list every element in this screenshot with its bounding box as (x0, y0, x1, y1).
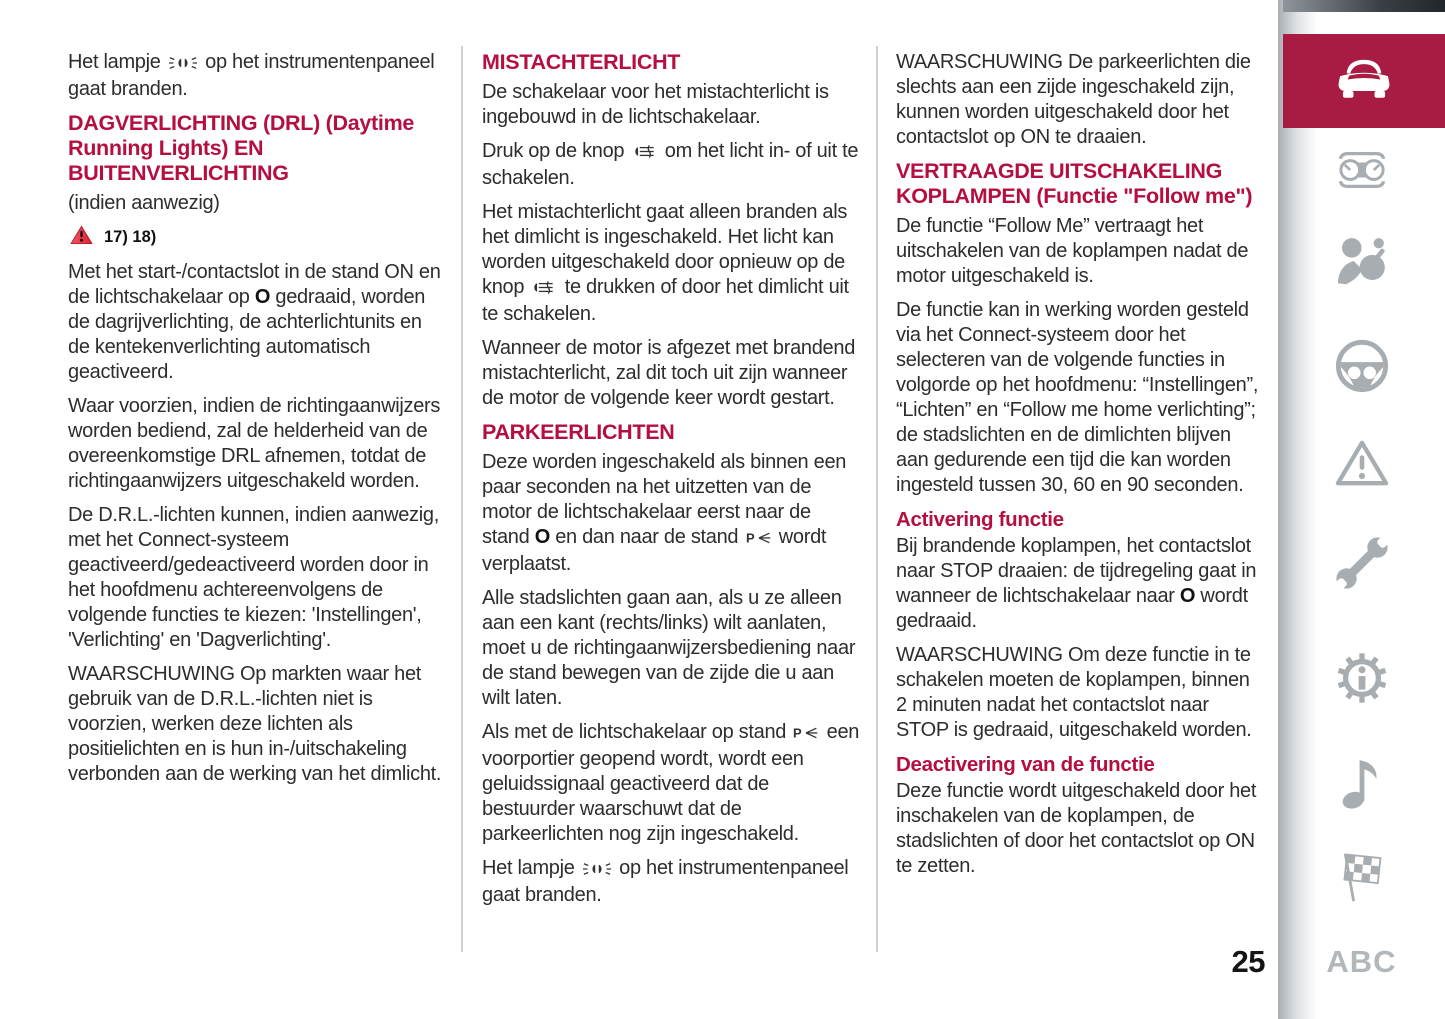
body-paragraph: Druk op de knop om het licht in- of uit te schakelen. (482, 140, 859, 189)
body-paragraph: WAARSCHUWING Om deze functie in te schakelen moeten de koplampen, binnen 2 minuten nadat het contactslot naar STOP is gedraaid, uitgeschakeld worden. (896, 644, 1252, 741)
gear-info-icon (1333, 649, 1391, 712)
body-paragraph: Wanneer de motor is afgezet met brandend mistachterlicht, zal dit toch uit zijn wanneer de motor de volgende keer wordt gestart. (482, 337, 856, 409)
section-heading: VERTRAAGDE UITSCHAKELING KOPLAMPEN (Functie "Follow me") (896, 159, 1253, 208)
parking-position-symbol-icon (793, 722, 819, 747)
sidebar-tab-safety-airbag[interactable] (1278, 224, 1445, 300)
warning-triangle-icon (70, 225, 93, 250)
airbag-icon (1333, 233, 1391, 292)
body-paragraph: Deze functie wordt uitgeschakeld door het inschakelen van de koplampen, de stadslichten of door het contactslot op ON te zetten. (896, 780, 1257, 877)
body-paragraph: De functie kan in werking worden gesteld via het Connect-systeem door het selecteren van de volgende functies in volgorde op het hoofdmenu: “Instellingen”, “Lichten” en “Follow me home verlichting”; de stadslichten en de dimlichten blijven aan gedurende een tijd die kan worden ingesteld tussen 30, 60 en 90 seconden. (896, 299, 1259, 496)
warning-triangle-icon (1334, 438, 1390, 493)
column-divider (461, 46, 463, 952)
body-paragraph: Het lampje op het instrumentenpaneel gaat branden. (68, 51, 435, 100)
sidebar-tab-emergency[interactable] (1278, 427, 1445, 503)
content-column-3 (896, 50, 1264, 888)
body-paragraph: Met het start-/contactslot in de stand ON en de lichtschakelaar op O gedraaid, worden de dagrijverlichting, de achterlichtunits en de kentekenverlichting automatisch geactiveerd. (68, 261, 441, 383)
wrench-icon (1334, 535, 1390, 596)
body-paragraph: De D.R.L.-lichten kunnen, indien aanwezig, met het Connect-systeem geactiveerd/gedeactiveerd worden door in het hoofdmenu achtereenvolgens de volgende functies te kiezen: 'Instellingen', 'Verlichting' en 'Dagverlichting'. (68, 504, 439, 651)
rear-fog-light-symbol-icon (531, 277, 557, 302)
car-front-icon (1333, 56, 1395, 107)
section-heading: DAGVERLICHTING (DRL) (Daytime Running Lights) EN BUITENVERLICHTING (68, 111, 415, 185)
column-divider (876, 46, 878, 952)
rear-fog-light-symbol-icon (632, 141, 658, 166)
sidebar-tab-maintenance[interactable] (1278, 527, 1445, 603)
sidebar-tab-dashboard[interactable] (1278, 134, 1445, 210)
content-column-1 (68, 50, 446, 796)
body-paragraph: Waar voorzien, indien de richtingaanwijzers worden bediend, zal de helderheid van de overeenkomstige DRL afnemen, totdat de richtingaanwijzers uitgeschakeld worden. (68, 395, 441, 492)
music-note-icon (1341, 755, 1383, 816)
sidebar-tab-driving[interactable] (1278, 330, 1445, 406)
dashboard-gauges-icon (1332, 150, 1392, 195)
sub-heading: Deactivering van de functie (896, 753, 1155, 776)
steering-wheel-icon (1334, 338, 1390, 399)
section-heading: MISTACHTERLICHT (482, 50, 681, 74)
checkered-flag-icon (1335, 848, 1389, 909)
section-tab-sidebar (1278, 0, 1445, 1019)
svg-text:P: P (793, 725, 802, 740)
body-paragraph: Alle stadslichten gaan aan, als u ze alleen aan een kant (rechts/links) wilt aanlaten, moet u de richtingaanwijzersbediening naar de stand bewegen van de zijde die u aan wilt laten. (482, 587, 856, 709)
body-paragraph: Als met de lichtschakelaar op stand P een voorportier geopend wordt, wordt een geluidssignaal geactiveerd dat de bestuurder waarschuwt dat de parkeerlichten nog zijn ingeschakeld. (482, 721, 860, 845)
sidebar-tab-multimedia[interactable] (1278, 747, 1445, 823)
body-paragraph: WAARSCHUWING De parkeerlichten die slechts aan een zijde ingeschakeld zijn, kunnen worden uitgeschakeld door het contactslot op ON te draaien. (896, 51, 1251, 148)
body-paragraph: De functie “Follow Me” vertraagt het uitschakelen van de koplampen nadat de motor uitgeschakeld is. (896, 215, 1249, 287)
page-number: 25 (1231, 944, 1265, 979)
warning-reference: 17) 18) (68, 225, 446, 250)
body-paragraph: Het lampje op het instrumentenpaneel gaat branden. (482, 857, 849, 906)
body-paragraph: (indien aanwezig) (68, 192, 220, 214)
parking-lights-indicator-icon (582, 858, 612, 883)
sidebar-tab-technical-data[interactable] (1278, 642, 1445, 718)
abc-index-label: ABC (1326, 944, 1397, 979)
body-paragraph: Bij brandende koplampen, het contactslot naar STOP draaien: de tijdregeling gaat in wanneer de lichtschakelaar naar O wordt gedraaid. (896, 535, 1257, 632)
sub-heading: Activering functie (896, 508, 1064, 531)
parking-position-symbol-icon (746, 527, 772, 552)
sidebar-tab-performance[interactable] (1278, 840, 1445, 916)
body-paragraph: De schakelaar voor het mistachterlicht is ingebouwd in de lichtschakelaar. (482, 81, 829, 128)
section-heading: PARKEERLICHTEN (482, 420, 675, 444)
body-paragraph: Het mistachterlicht gaat alleen branden als het dimlicht is ingeschakeld. Het licht kan worden uitgeschakeld door opnieuw op de knop te drukken of door het dimlicht uit te schakelen. (482, 201, 849, 325)
svg-text:P: P (745, 530, 754, 545)
content-column-2 (482, 50, 862, 917)
body-paragraph: Deze worden ingeschakeld als binnen een paar seconden na het uitzetten van de motor de lichtschakelaar eerst naar de stand O en dan naar de stand P wordt verplaatst. (482, 451, 847, 575)
body-paragraph: WAARSCHUWING Op markten waar het gebruik van de D.R.L.-lichten niet is voorzien, werken deze lichten als positielichten en is hun in-/uitschakeling verbonden aan de werking van het dimlicht. (68, 663, 442, 785)
parking-lights-indicator-icon (168, 52, 198, 77)
sidebar-top-bar (1283, 0, 1445, 12)
sidebar-tab-index[interactable] (1278, 924, 1445, 1000)
sidebar-tab-car[interactable] (1283, 34, 1445, 128)
